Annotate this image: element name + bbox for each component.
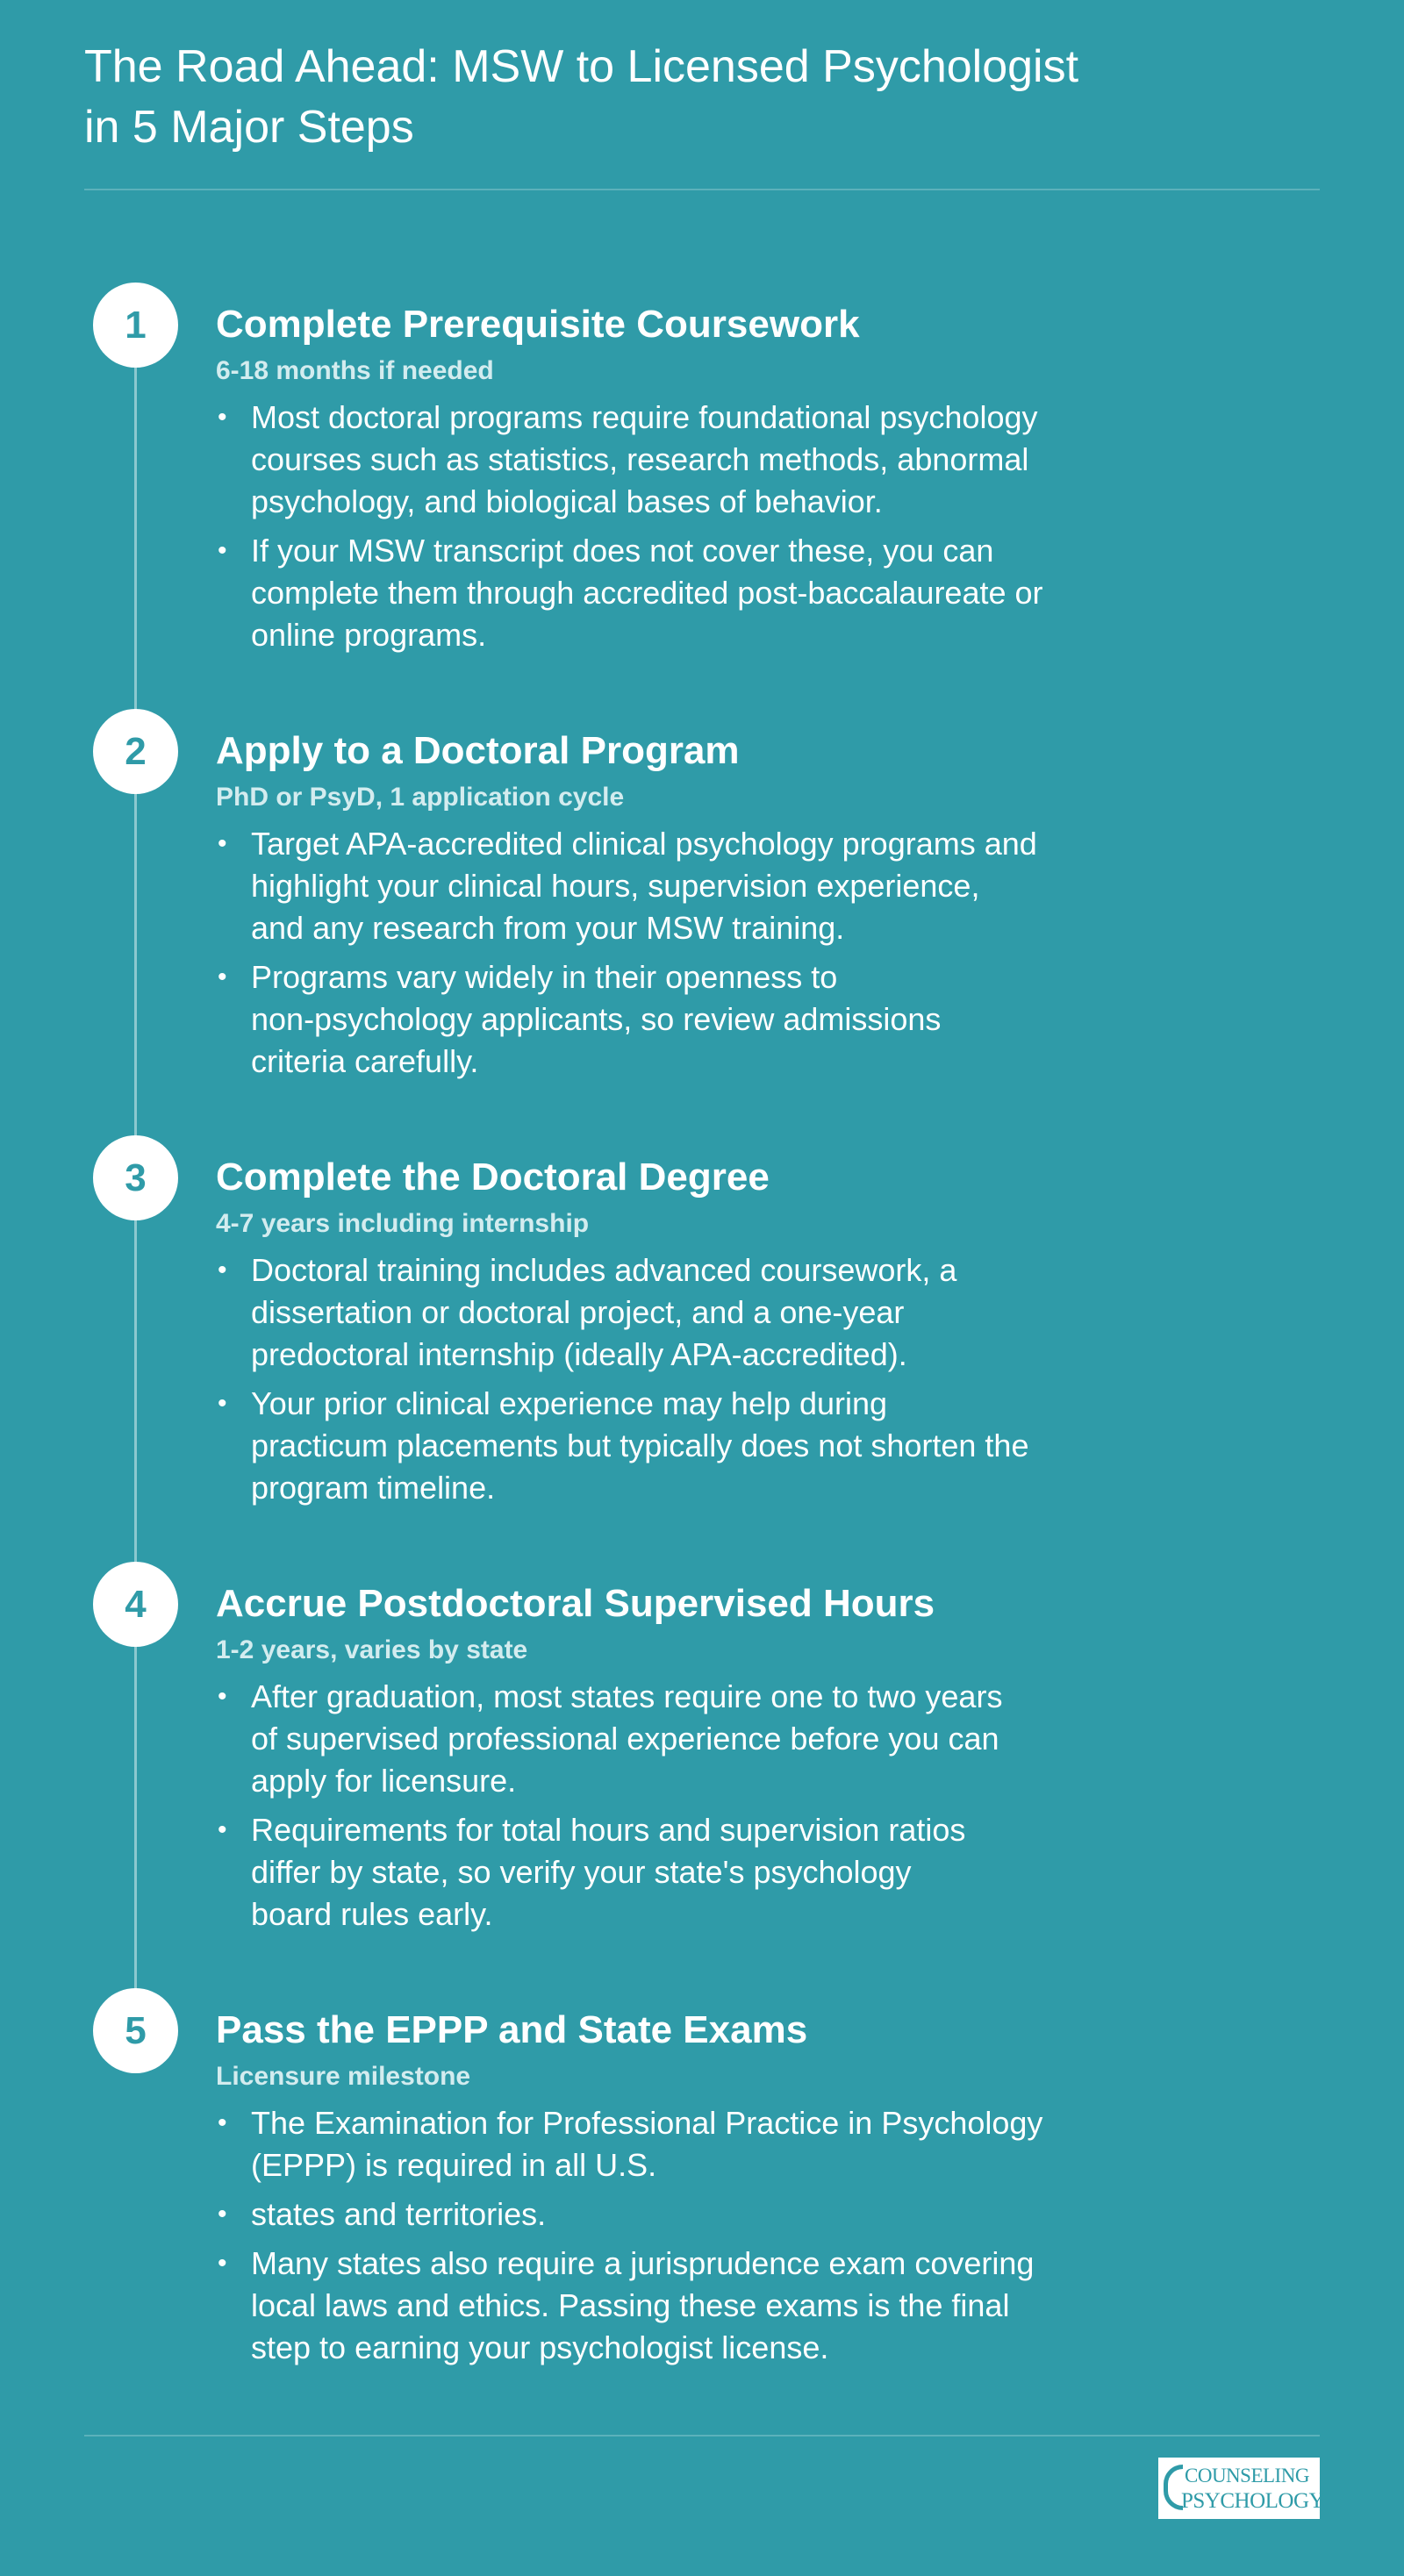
page-title-line-2: in 5 Major Steps <box>84 102 414 153</box>
step-number-badge: 4 <box>93 1562 178 1647</box>
step-bullet-item <box>216 397 1128 523</box>
bullet-text-line: predoctoral internship (ideally APA-accredited). <box>251 1336 907 1372</box>
step-duration: PhD or PsyD, 1 application cycle <box>216 783 625 812</box>
page-title <box>84 37 1225 158</box>
bullet-text-line: online programs. <box>251 617 487 653</box>
step-bullet-list <box>216 2102 1128 2376</box>
bullet-text-line: complete them through accredited post-baccalaureate or <box>251 575 1043 611</box>
bullet-dot-icon: • <box>218 2249 227 2278</box>
step-bullet-item <box>216 823 1128 949</box>
step-bullet-item <box>216 2243 1128 2369</box>
bullet-text-line: The Examination for Professional Practice in Psychology <box>251 2105 1043 2141</box>
step-title: Complete Prerequisite Coursework <box>216 303 860 346</box>
step-number-badge: 2 <box>93 709 178 794</box>
page-title-line-1: The Road Ahead: MSW to Licensed Psychologist <box>84 41 1079 92</box>
step-duration: 6-18 months if needed <box>216 356 494 385</box>
bottom-divider <box>84 2435 1320 2436</box>
logo-text-line-2: PSYCHOLOGY <box>1181 2489 1325 2513</box>
bullet-text-line: non-psychology applicants, so review admissions <box>251 1001 942 1037</box>
bullet-text-line: Programs vary widely in their openness to <box>251 959 838 995</box>
bullet-text-line: criteria carefully. <box>251 1043 479 1079</box>
bullet-text-line: program timeline. <box>251 1470 496 1506</box>
step-bullet-list <box>216 397 1128 663</box>
bullet-dot-icon: • <box>218 2108 227 2137</box>
bullet-dot-icon: • <box>218 1682 227 1711</box>
step-bullet-list <box>216 1249 1128 1516</box>
step-bullet-item <box>216 530 1128 656</box>
bullet-dot-icon: • <box>218 536 227 565</box>
bullet-text-line: If your MSW transcript does not cover these, you can <box>251 533 994 569</box>
step-bullet-list <box>216 1676 1128 1943</box>
bullet-text-line: board rules early. <box>251 1896 493 1932</box>
bullet-text-line: states and territories. <box>251 2196 547 2232</box>
step-title: Apply to a Doctoral Program <box>216 729 740 772</box>
step-number-badge: 3 <box>93 1135 178 1220</box>
bullet-text-line: Doctoral training includes advanced coursework, a <box>251 1252 957 1288</box>
bullet-text-line: Requirements for total hours and supervision ratios <box>251 1812 966 1848</box>
step-number-badge: 5 <box>93 1988 178 2073</box>
step-bullet-item <box>216 1383 1128 1509</box>
step-bullet-item <box>216 1809 1128 1936</box>
bullet-dot-icon: • <box>218 1815 227 1844</box>
step-bullet-item <box>216 1249 1128 1376</box>
step-title: Complete the Doctoral Degree <box>216 1156 770 1199</box>
bullet-text-line: Target APA-accredited clinical psychology programs and <box>251 826 1037 862</box>
step-duration: Licensure milestone <box>216 2062 471 2091</box>
bullet-dot-icon: • <box>218 1389 227 1418</box>
bullet-text-line: Many states also require a jurisprudence exam covering <box>251 2245 1035 2281</box>
step-bullet-item <box>216 956 1128 1083</box>
bullet-text-line: apply for licensure. <box>251 1763 517 1799</box>
bullet-text-line: (EPPP) is required in all U.S. <box>251 2147 657 2183</box>
bullet-text-line: psychology, and biological bases of behavior. <box>251 483 883 519</box>
counseling-psychology-logo <box>1158 2458 1325 2519</box>
step-duration: 1-2 years, varies by state <box>216 1635 528 1664</box>
bullet-text-line: local laws and ethics. Passing these exams is the final <box>251 2287 1010 2323</box>
step-number-badge: 1 <box>93 283 178 368</box>
bullet-text-line: Your prior clinical experience may help during <box>251 1385 888 1421</box>
step-title: Accrue Postdoctoral Supervised Hours <box>216 1582 935 1625</box>
step-bullet-item <box>216 1676 1128 1802</box>
bullet-text-line: dissertation or doctoral project, and a one-year <box>251 1294 905 1330</box>
bullet-text-line: and any research from your MSW training. <box>251 910 845 946</box>
logo-text-line-1: COUNSELING <box>1185 2465 1309 2487</box>
step-duration: 4-7 years including internship <box>216 1209 590 1238</box>
bullet-text-line: highlight your clinical hours, supervision experience, <box>251 868 980 904</box>
top-divider <box>84 189 1320 190</box>
step-title: Pass the EPPP and State Exams <box>216 2008 808 2051</box>
bullet-dot-icon: • <box>218 403 227 432</box>
bullet-text-line: differ by state, so verify your state's psychology <box>251 1854 912 1890</box>
bullet-dot-icon: • <box>218 829 227 858</box>
step-bullet-item <box>216 2102 1128 2186</box>
bullet-dot-icon: • <box>218 962 227 991</box>
bullet-text-line: of supervised professional experience before you can <box>251 1721 999 1757</box>
bullet-text-line: Most doctoral programs require foundational psychology <box>251 399 1038 435</box>
bullet-dot-icon: • <box>218 2200 227 2229</box>
logo-arc-icon <box>1164 2465 1183 2510</box>
bullet-text-line: After graduation, most states require one to two years <box>251 1678 1003 1714</box>
bullet-text-line: practicum placements but typically does not shorten the <box>251 1428 1029 1463</box>
step-bullet-list <box>216 823 1128 1090</box>
bullet-dot-icon: • <box>218 1256 227 1284</box>
step-bullet-item <box>216 2193 1128 2236</box>
bullet-text-line: courses such as statistics, research methods, abnormal <box>251 441 1029 477</box>
bullet-text-line: step to earning your psychologist license. <box>251 2329 829 2365</box>
